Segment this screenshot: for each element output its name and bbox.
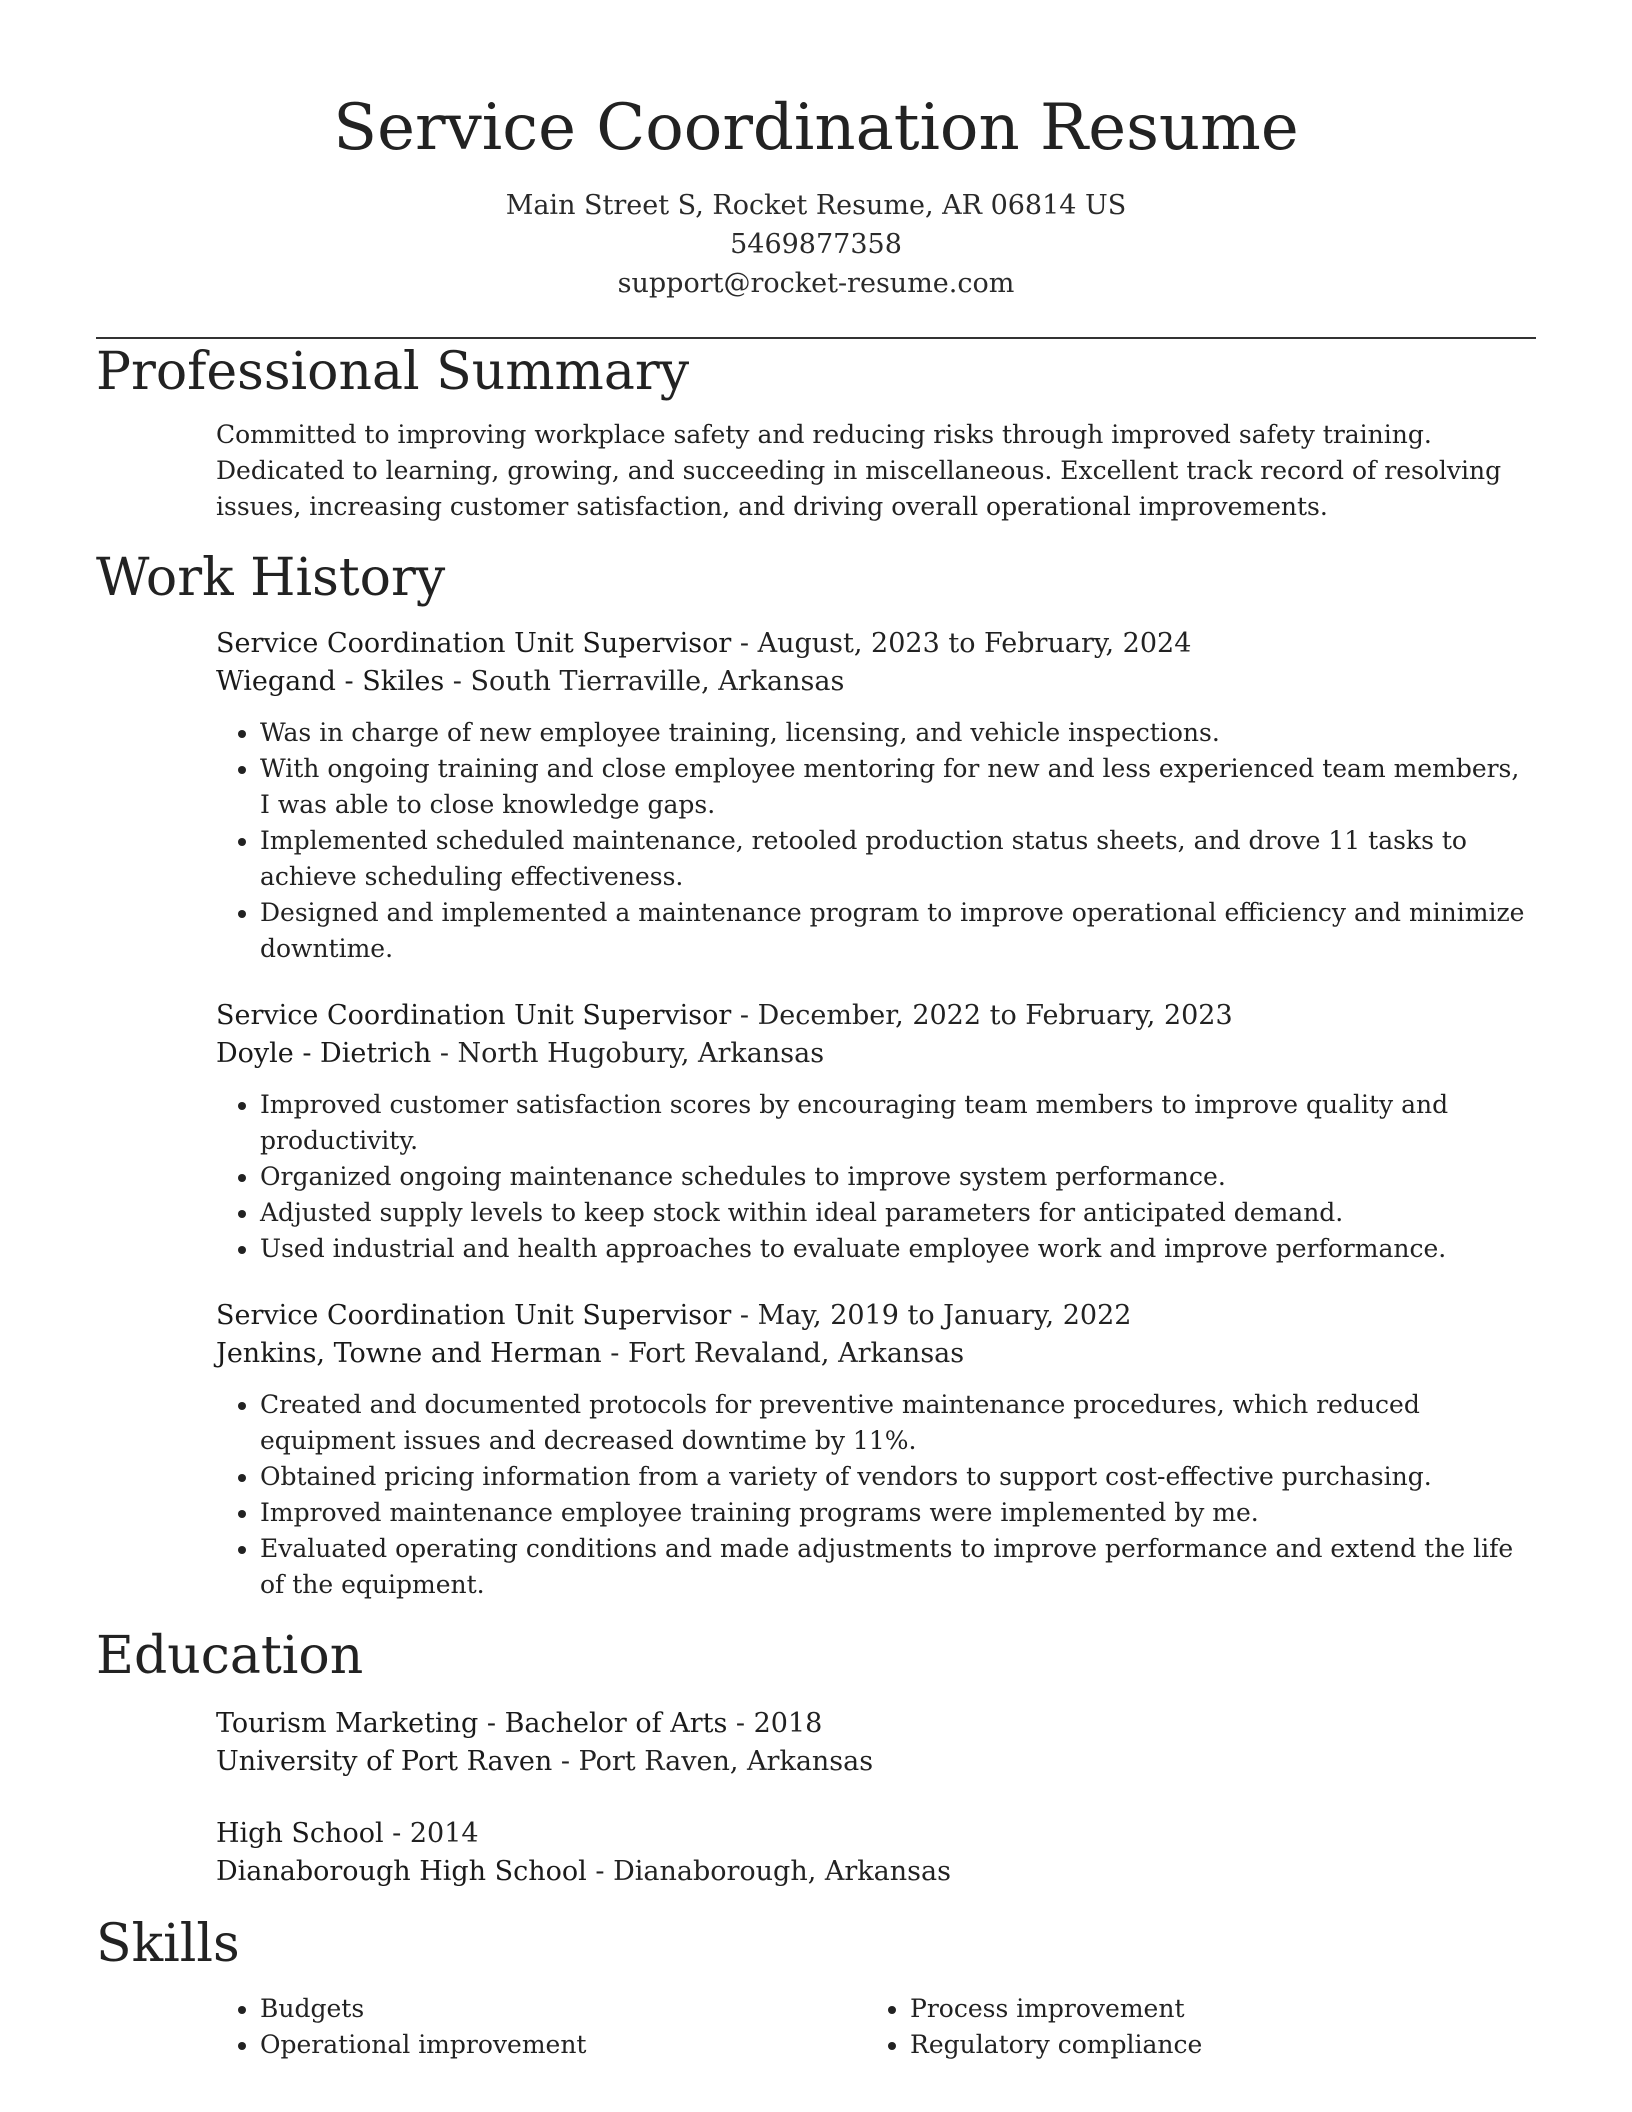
education-degree-line xyxy=(216,1815,1536,1853)
resume-title: Service Coordination Resume xyxy=(333,91,1299,165)
skills-list xyxy=(216,1991,1536,2063)
contact-phone: 5469877358 xyxy=(730,229,902,260)
list-item: • Evaluated operating conditions and made adjustments to improve performance and extend the life of the equipment. xyxy=(260,1531,1536,1603)
job-title: Service Coordination Unit Supervisor xyxy=(216,1300,732,1331)
job-company-line xyxy=(216,1035,1536,1073)
job-company: Wiegand - Skiles xyxy=(216,666,445,697)
job-entry xyxy=(216,625,1536,967)
education-degree-line xyxy=(216,1705,1536,1743)
education-entry xyxy=(216,1815,1536,1891)
education-school-line xyxy=(216,1853,1536,1891)
list-item: • Obtained pricing information from a variety of vendors to support cost-effective purchasing. xyxy=(260,1459,1536,1495)
skill-item: • Budgets xyxy=(260,1991,866,2027)
education-school: University of Port Raven xyxy=(216,1746,553,1777)
education-school-line xyxy=(216,1743,1536,1781)
job-title: Service Coordination Unit Supervisor xyxy=(216,1000,732,1031)
education-year: - 2014 xyxy=(383,1818,479,1849)
education-school: Dianaborough High School xyxy=(216,1856,587,1887)
skills-column-left xyxy=(216,1991,866,2063)
list-item: • Implemented scheduled maintenance, retooled production status sheets, and drove 11 tasks to achieve scheduling effectiveness. xyxy=(260,823,1536,895)
job-dates: - August, 2023 to February, 2024 xyxy=(731,628,1192,659)
contact-address: Main Street S, Rocket Resume, AR 06814 US xyxy=(505,190,1127,221)
job-title-line xyxy=(216,625,1536,663)
list-item: • With ongoing training and close employee mentoring for new and less experienced team members, I was able to close knowledge gaps. xyxy=(260,751,1536,823)
education-year: - 2018 xyxy=(727,1708,823,1739)
job-entry xyxy=(216,1297,1536,1603)
education-entry xyxy=(216,1705,1536,1781)
section-heading-summary: Professional Summary xyxy=(96,342,690,402)
skill-item: • Regulatory compliance xyxy=(910,2027,1516,2063)
list-item: • Improved maintenance employee training programs were implemented by me. xyxy=(260,1495,1536,1531)
job-location: - South Tierraville, Arkansas xyxy=(444,666,845,697)
contact-email: support@rocket-resume.com xyxy=(617,268,1015,299)
job-company: Jenkins, Towne and Herman xyxy=(216,1338,602,1369)
job-company: Doyle - Dietrich xyxy=(216,1038,432,1069)
education-location: - Port Raven, Arkansas xyxy=(552,1746,874,1777)
list-item: • Improved customer satisfaction scores by encouraging team members to improve quality and productivity. xyxy=(260,1087,1536,1159)
job-bullets xyxy=(216,1387,1536,1603)
skill-item: • Process improvement xyxy=(910,1991,1516,2027)
section-heading-skills: Skills xyxy=(96,1914,240,1974)
job-dates: - May, 2019 to January, 2022 xyxy=(731,1300,1132,1331)
job-title: Service Coordination Unit Supervisor xyxy=(216,628,732,659)
education-degree: Tourism Marketing - Bachelor of Arts xyxy=(216,1708,728,1739)
job-bullets xyxy=(216,715,1536,967)
list-item: • Adjusted supply levels to keep stock within ideal parameters for anticipated demand. xyxy=(260,1195,1536,1231)
job-company-line xyxy=(216,1335,1536,1373)
job-title-line xyxy=(216,997,1536,1035)
job-location: - North Hugobury, Arkansas xyxy=(431,1038,825,1069)
contact-block xyxy=(96,186,1536,303)
job-title-line xyxy=(216,1297,1536,1335)
summary-text: Committed to improving workplace safety and reducing risks through improved safety training. Dedicated to learning, growing, and succeeding in miscellaneous. Excellent track record of resolving issues, increasing customer satisfaction, and driving overall operational improvements. xyxy=(216,420,1502,521)
list-item: • Was in charge of new employee training, licensing, and vehicle inspections. xyxy=(260,715,1536,751)
section-heading-work-history: Work History xyxy=(96,548,446,608)
section-heading-education: Education xyxy=(96,1626,364,1686)
list-item: • Used industrial and health approaches to evaluate employee work and improve performance. xyxy=(260,1231,1536,1267)
job-company-line xyxy=(216,663,1536,701)
job-dates: - December, 2022 to February, 2023 xyxy=(731,1000,1233,1031)
skill-item: • Operational improvement xyxy=(260,2027,866,2063)
list-item: • Created and documented protocols for preventive maintenance procedures, which reduced equipment issues and decreased downtime by 11%. xyxy=(260,1387,1536,1459)
job-entry xyxy=(216,997,1536,1267)
job-bullets xyxy=(216,1087,1536,1267)
skills-column-right xyxy=(866,1991,1516,2063)
education-location: - Dianaborough, Arkansas xyxy=(586,1856,951,1887)
job-location: - Fort Revaland, Arkansas xyxy=(601,1338,965,1369)
list-item: • Designed and implemented a maintenance program to improve operational efficiency and minimize downtime. xyxy=(260,895,1536,967)
education-degree: High School xyxy=(216,1818,384,1849)
list-item: • Organized ongoing maintenance schedules to improve system performance. xyxy=(260,1159,1536,1195)
